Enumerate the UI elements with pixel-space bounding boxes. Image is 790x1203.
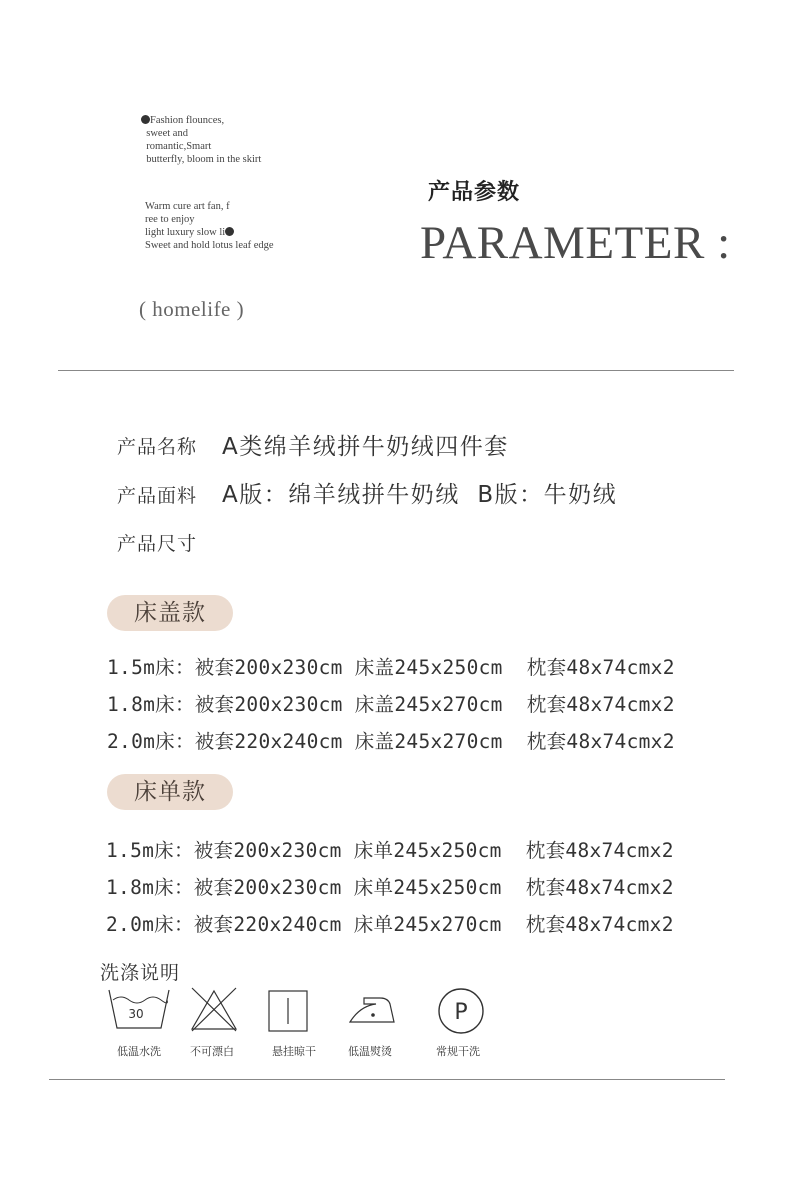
poem-line: ree to enjoy (145, 214, 195, 225)
poem-block-1 (141, 114, 261, 166)
page-title-en: PARAMETER : (420, 217, 731, 269)
dry-clean-icon (437, 987, 485, 1035)
size-row: 1.5m床：被套200x230cm 床盖245x250cm 枕套48x74cmx2 (107, 656, 675, 679)
poem-block-2 (145, 200, 274, 252)
low-iron-icon (348, 994, 398, 1028)
size-row: 2.0m床：被套220x240cm 床盖245x270cm 枕套48x74cmx2 (107, 730, 675, 753)
care-label-iron: 低温熨烫 (348, 1045, 392, 1058)
spec-label-size: 产品尺寸 (117, 533, 198, 555)
divider-bottom (49, 1079, 725, 1080)
wash-heading: 洗涤说明 (100, 962, 181, 984)
hang-dry-icon (268, 990, 310, 1032)
size-row: 1.8m床：被套200x230cm 床盖245x270cm 枕套48x74cmx2 (107, 693, 675, 716)
size-row: 1.5m床：被套200x230cm 床单245x250cm 枕套48x74cmx2 (106, 839, 674, 862)
size-row: 2.0m床：被套220x240cm 床单245x270cm 枕套48x74cmx2 (106, 913, 674, 936)
spec-label-name: 产品名称 (117, 436, 198, 458)
spec-value-name: A类绵羊绒拼牛奶绒四件套 (222, 434, 509, 460)
dryclean-letter: P (454, 1000, 468, 1025)
page-title-zh: 产品参数 (428, 180, 521, 205)
care-label-dryclean: 常规干洗 (436, 1045, 480, 1058)
poem-line: Warm cure art fan, f (145, 201, 230, 212)
brand-tag: ( homelife ) (139, 297, 245, 321)
care-label-no-bleach: 不可漂白 (190, 1045, 234, 1058)
bullet-dot-icon (225, 227, 234, 236)
spec-label-fabric: 产品面料 (117, 485, 198, 507)
bullet-dot-icon (141, 115, 150, 124)
section-pill-bedsheet: 床单款 (107, 774, 233, 810)
divider-top (58, 370, 734, 371)
poem-line: Sweet and hold lotus leaf edge (145, 240, 274, 251)
poem-line: butterfly, bloom in the skirt (141, 154, 262, 165)
poem-line: sweet and (141, 128, 188, 139)
poem-line: Fashion flounces, (150, 115, 225, 126)
wash-temp-label: 30 (128, 1007, 144, 1021)
section-pill-bedcover: 床盖款 (107, 595, 233, 631)
poem-line: romantic,Smart (141, 141, 212, 152)
poem-line: light luxury slow li (145, 227, 226, 238)
care-label-hang-dry: 悬挂晾干 (272, 1045, 316, 1058)
no-bleach-icon (189, 985, 239, 1033)
size-row: 1.8m床：被套200x230cm 床单245x250cm 枕套48x74cmx2 (106, 876, 674, 899)
care-label-wash: 低温水洗 (117, 1045, 161, 1058)
wash-30-icon (107, 988, 171, 1032)
spec-value-fabric: A版：绵羊绒拼牛奶绒 B版：牛奶绒 (222, 482, 618, 508)
